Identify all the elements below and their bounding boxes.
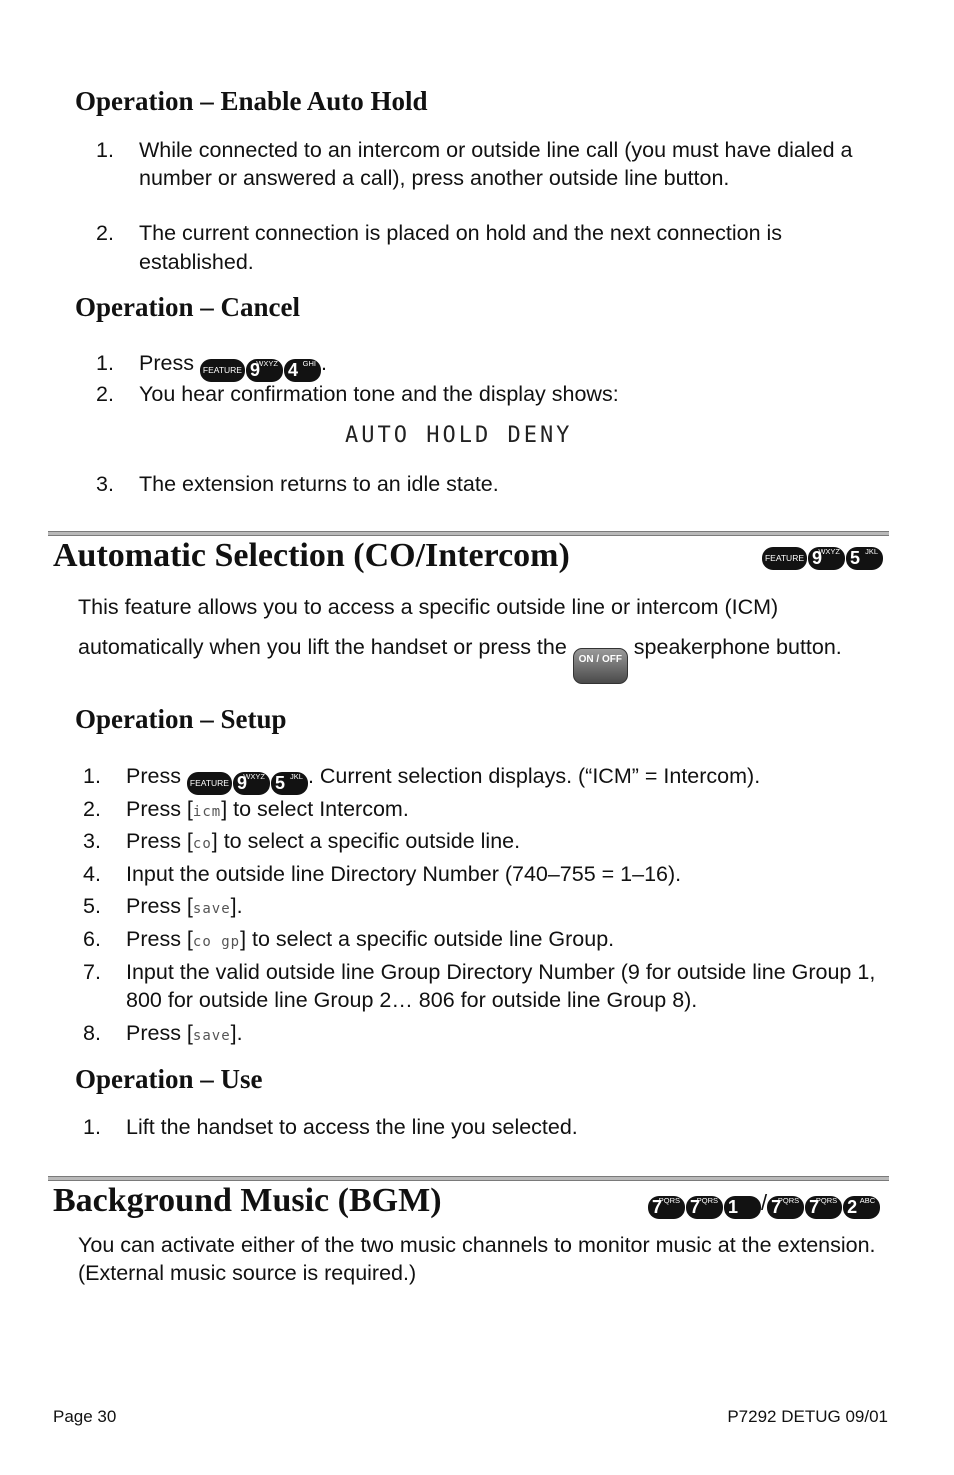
key-digit: 9 [249, 360, 260, 380]
softkey-label-save: save [192, 1028, 231, 1044]
section-title-background-music: Background Music (BGM) [53, 1182, 442, 1219]
key-letters: PQRS [658, 1196, 680, 1205]
softkey-label-save: save [192, 901, 231, 917]
key-letters: GHI [302, 359, 316, 368]
key-sequence-separator: / [761, 1190, 768, 1215]
digit-9-key-icon [246, 359, 283, 382]
softkey-label-co-gp: co gp [192, 934, 241, 950]
digit-7-key-icon [648, 1196, 685, 1219]
key-sequence-feature-9-4 [200, 359, 321, 382]
step-text [126, 925, 614, 956]
section-title-automatic-selection: Automatic Selection (CO/Intercom) [53, 537, 570, 574]
digit-9-key-icon [808, 547, 845, 570]
step-text [139, 349, 327, 382]
feature-key-icon: FEATURE [762, 547, 807, 570]
step-text-pre: Press [ [126, 1021, 193, 1045]
step-text-pre: Press [ [126, 927, 193, 951]
step-text-post: ] to select a specific outside line Group. [240, 927, 615, 951]
key-letters: ABC [859, 1196, 876, 1205]
step-text: Input the outside line Directory Number (740–755 = 1–16). [126, 862, 682, 886]
key-digit: 4 [287, 360, 298, 380]
feature-key-icon: FEATURE [187, 772, 232, 795]
step-text-pre: Press [139, 351, 194, 375]
step-number: 1. [96, 351, 114, 375]
step-number: 1. [83, 764, 101, 788]
step-number: 3. [83, 829, 101, 853]
key-letters: PQRS [815, 1196, 838, 1205]
key-letters: PQRS [696, 1196, 718, 1205]
softkey-label-co: co [192, 836, 212, 852]
section-divider [48, 1176, 889, 1181]
section-heading-enable-auto-hold: Operation – Enable Auto Hold [75, 86, 428, 116]
intro-paragraph: You can activate either of the two music channels to monitor music at the extension. (External music source is required.) [78, 1233, 876, 1285]
title-key-sequence [762, 545, 883, 570]
digit-7-key-icon [686, 1196, 723, 1219]
digit-5-key-icon [846, 547, 883, 570]
key-digit: 5 [850, 548, 861, 568]
document-id: P7292 DETUG 09/01 [727, 1407, 888, 1426]
speakerphone-button-icon: ON / OFF [573, 648, 628, 684]
key-digit: 7 [771, 1197, 782, 1217]
key-sequence-7-7-1 [648, 1196, 761, 1219]
feature-key-icon: FEATURE [200, 359, 245, 382]
step-text-pre: Press [ [126, 797, 193, 821]
section-heading-use: Operation – Use [75, 1064, 263, 1094]
lcd-display-text: AUTO HOLD DENY [345, 423, 573, 448]
key-digit: 9 [812, 548, 823, 568]
intro-text: This feature allows you to access a specific outside line or intercom (ICM) automatically when you lift the handset or press the [78, 595, 779, 659]
step-text-pre: Press [ [126, 894, 193, 918]
step-number: 3. [96, 472, 114, 496]
step-number: 1. [83, 1115, 101, 1139]
step-number: 1. [96, 138, 114, 162]
step-number: 2. [83, 797, 101, 821]
digit-2-key-icon [843, 1196, 880, 1219]
section-heading-cancel: Operation – Cancel [75, 292, 300, 322]
section-heading-setup: Operation – Setup [75, 704, 287, 734]
step-text-pre: Press [126, 764, 181, 788]
key-letters: WXYZ [818, 547, 840, 556]
digit-4-key-icon [284, 359, 321, 382]
step-text-post: ]. [230, 1021, 243, 1045]
step-text: The extension returns to an idle state. [139, 472, 499, 496]
digit-5-key-icon [271, 772, 308, 795]
title-key-sequence [648, 1190, 880, 1219]
step-text-post: ] to select Intercom. [221, 797, 409, 821]
digit-7-key-icon [767, 1196, 804, 1219]
key-sequence-feature-9-5 [762, 547, 883, 570]
step-text [126, 795, 409, 826]
key-letters: PQRS [777, 1196, 800, 1205]
key-letters: WXYZ [243, 772, 265, 781]
step-text-post: ]. [230, 894, 243, 918]
step-text: The current connection is placed on hold and the next connection is established. [139, 221, 783, 274]
step-text-post: ] to select a specific outside line. [211, 829, 521, 853]
key-digit: 7 [652, 1197, 663, 1217]
step-text-post: . [320, 351, 327, 375]
step-text-pre: Press [ [126, 829, 193, 853]
step-number: 2. [96, 221, 114, 245]
key-letters: JKL [865, 547, 878, 556]
intro-text-continued: speakerphone button. [633, 635, 842, 659]
step-number: 5. [83, 894, 101, 918]
section-divider [48, 531, 889, 536]
digit-9-key-icon [233, 772, 270, 795]
step-text [126, 892, 243, 923]
step-text-post: . Current selection displays. (“ICM” = Intercom). [307, 764, 761, 788]
key-digit: 5 [274, 773, 285, 793]
intro-paragraph [78, 587, 868, 684]
step-text [126, 827, 520, 858]
key-digit: 1 [728, 1197, 739, 1217]
key-digit: 7 [809, 1197, 820, 1217]
step-number: 2. [96, 382, 114, 406]
softkey-label-icm: icm [192, 804, 222, 820]
page-number: Page 30 [53, 1407, 117, 1426]
key-sequence-7-7-2 [767, 1196, 880, 1219]
key-digit: 9 [236, 773, 247, 793]
step-text: While connected to an intercom or outside line call (you must have dialed a number or answered a call), press another outside line button. [139, 138, 853, 190]
digit-7-key-icon [805, 1196, 842, 1219]
key-digit: 7 [690, 1197, 701, 1217]
step-number: 6. [83, 927, 101, 951]
step-text [126, 1019, 243, 1050]
key-letters: JKL [290, 772, 303, 781]
step-number: 8. [83, 1021, 101, 1045]
step-text [126, 762, 886, 795]
step-text: Lift the handset to access the line you selected. [126, 1115, 578, 1139]
step-text: Input the valid outside line Group Directory Number (9 for outside line Group 1, 800 for outside line Group 2… 806 for outside line Group 8). [126, 960, 876, 1012]
key-sequence-feature-9-5 [187, 772, 308, 795]
digit-1-key-icon [724, 1196, 761, 1219]
step-number: 4. [83, 862, 101, 886]
step-number: 7. [83, 960, 101, 984]
key-digit: 2 [847, 1197, 858, 1217]
key-letters: WXYZ [256, 359, 278, 368]
step-text: You hear confirmation tone and the display shows: [139, 382, 619, 406]
